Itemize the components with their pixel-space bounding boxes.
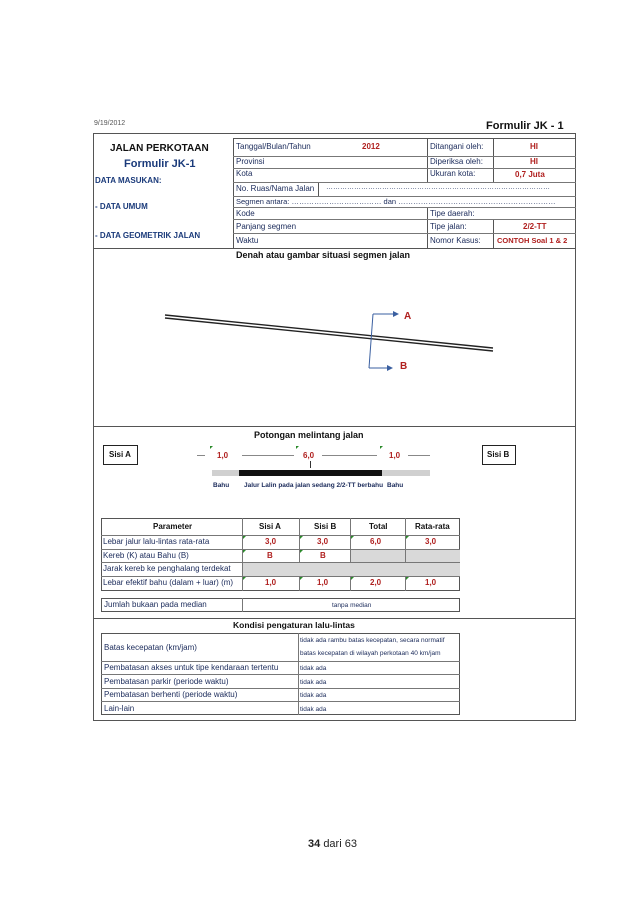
waktu-label: Waktu <box>236 236 259 245</box>
kondisi-row-3-label: Pembatasan parkir (periode waktu) <box>104 677 229 686</box>
cross-section-road <box>239 470 382 476</box>
denah-label-a: A <box>404 311 412 322</box>
kondisi-row-1-value-1: tidak ada rambu batas kecepatan, secara normatif <box>300 637 445 644</box>
kondisi-row-1-value-2: batas kecepatan di wilayah perkotaan 40 km/jam <box>300 650 441 657</box>
row-2-label: Kereb (K) atau Bahu (B) <box>103 551 189 560</box>
bahu-left-label: Bahu <box>213 482 230 489</box>
panjang-label: Panjang segmen <box>236 222 297 231</box>
gray-cell-2 <box>406 550 460 562</box>
kondisi-row-4-label: Pembatasan berhenti (periode waktu) <box>104 690 238 699</box>
kota-label: Kota <box>236 169 253 178</box>
kondisi-row-4-value: tidak ada <box>300 692 327 699</box>
nomor-label: Nomor Kasus: <box>430 236 481 245</box>
data-masukan-label: DATA MASUKAN: <box>95 176 162 185</box>
potongan-val-left: 1,0 <box>217 451 229 460</box>
row-1-sisi-a: 3,0 <box>265 537 277 546</box>
median-value: tanpa median <box>332 602 372 609</box>
row-1-label: Lebar jalur lalu-lintas rata-rata <box>103 537 210 546</box>
denah-title: Denah atau gambar situasi segmen jalan <box>236 250 411 260</box>
ruas-label: No. Ruas/Nama Jalan <box>236 184 315 193</box>
median-label: Jumlah bukaan pada median <box>104 600 207 609</box>
tanggal-label: Tanggal/Bulan/Tahun <box>236 142 311 151</box>
kondisi-row-1-label: Batas kecepatan (km/jam) <box>104 643 197 652</box>
col-sisi-b: Sisi B <box>314 522 337 531</box>
potongan-val-mid: 6,0 <box>303 451 315 460</box>
tipe-jalan-label: Tipe jalan: <box>430 222 467 231</box>
row-2-sisi-b: B <box>320 551 326 560</box>
denah-label-b: B <box>400 361 408 372</box>
ditangani-value: HI <box>530 142 538 151</box>
row-1-sisi-b: 3,0 <box>317 537 329 546</box>
row-1-rata: 3,0 <box>425 537 437 546</box>
header-title-2: Formulir JK-1 <box>124 158 196 170</box>
page-total: dari 63 <box>323 838 357 850</box>
ukuran-label: Ukuran kota: <box>430 169 476 178</box>
row-4-sisi-a: 1,0 <box>265 578 277 587</box>
row-3-label: Jarak kereb ke penghalang terdekat <box>103 564 231 573</box>
ukuran-value: 0,7 Juta <box>515 170 545 179</box>
tanggal-value: 2012 <box>362 142 380 151</box>
kondisi-row-5-value: tidak ada <box>300 706 327 713</box>
form-label: Formulir JK - 1 <box>486 120 564 132</box>
page-current: 34 <box>308 838 321 850</box>
info-grid-left <box>233 138 234 248</box>
data-geometrik-label: - DATA GEOMETRIK JALAN <box>95 231 201 240</box>
tipe-jalan-value: 2/2-TT <box>523 222 547 231</box>
data-umum-label: - DATA UMUM <box>95 202 148 211</box>
nomor-value: CONTOH Soal 1 & 2 <box>497 236 568 245</box>
page-number <box>308 838 357 851</box>
kondisi-title: Kondisi pengaturan lalu-lintas <box>233 620 355 630</box>
row-4-total: 2,0 <box>370 578 382 587</box>
row-4-label: Lebar efektif bahu (dalam + luar) (m) <box>103 578 234 587</box>
bahu-right-label: Bahu <box>387 482 404 489</box>
header-title-1: JALAN PERKOTAAN <box>110 143 209 154</box>
segmen-label: Segmen antara: ……………………………… dan ……………………………………………………… <box>236 197 556 206</box>
row-1-total: 6,0 <box>370 537 382 546</box>
col-total: Total <box>369 522 388 531</box>
tipe-daerah-label: Tipe daerah: <box>430 209 475 218</box>
potongan-title: Potongan melintang jalan <box>254 430 364 440</box>
row-4-sisi-b: 1,0 <box>317 578 329 587</box>
row-2-sisi-a: B <box>267 551 273 560</box>
jalur-label: Jalur Lalin pada jalan sedang 2/2-TT berbahu <box>244 482 384 489</box>
kode-label: Kode <box>236 209 255 218</box>
col-sisi-a: Sisi A <box>259 522 281 531</box>
date-stamp: 9/19/2012 <box>94 120 126 127</box>
kondisi-row-2-label: Pembatasan akses untuk tipe kendaraan tertentu <box>104 663 279 672</box>
col-rata-rata: Rata-rata <box>415 522 450 531</box>
potongan-val-right: 1,0 <box>389 451 401 460</box>
gray-cell-1 <box>351 550 405 562</box>
row-4-rata: 1,0 <box>425 578 437 587</box>
situation-sketch <box>93 262 576 392</box>
diperiksa-value: HI <box>530 157 538 166</box>
provinsi-label: Provinsi <box>236 157 265 166</box>
col-parameter: Parameter <box>153 522 193 531</box>
kondisi-row-5-label: Lain-lain <box>104 704 135 713</box>
diperiksa-label: Diperiksa oleh: <box>430 157 483 166</box>
sisi-b-label: Sisi B <box>487 450 510 459</box>
gray-cell-3 <box>243 563 460 576</box>
ditangani-label: Ditangani oleh: <box>430 142 484 151</box>
kondisi-row-3-value: tidak ada <box>300 679 327 686</box>
sisi-a-label: Sisi A <box>109 450 131 459</box>
kondisi-row-2-value: tidak ada <box>300 665 327 672</box>
ruas-value: …………………………………………………………………………………… <box>326 184 550 191</box>
